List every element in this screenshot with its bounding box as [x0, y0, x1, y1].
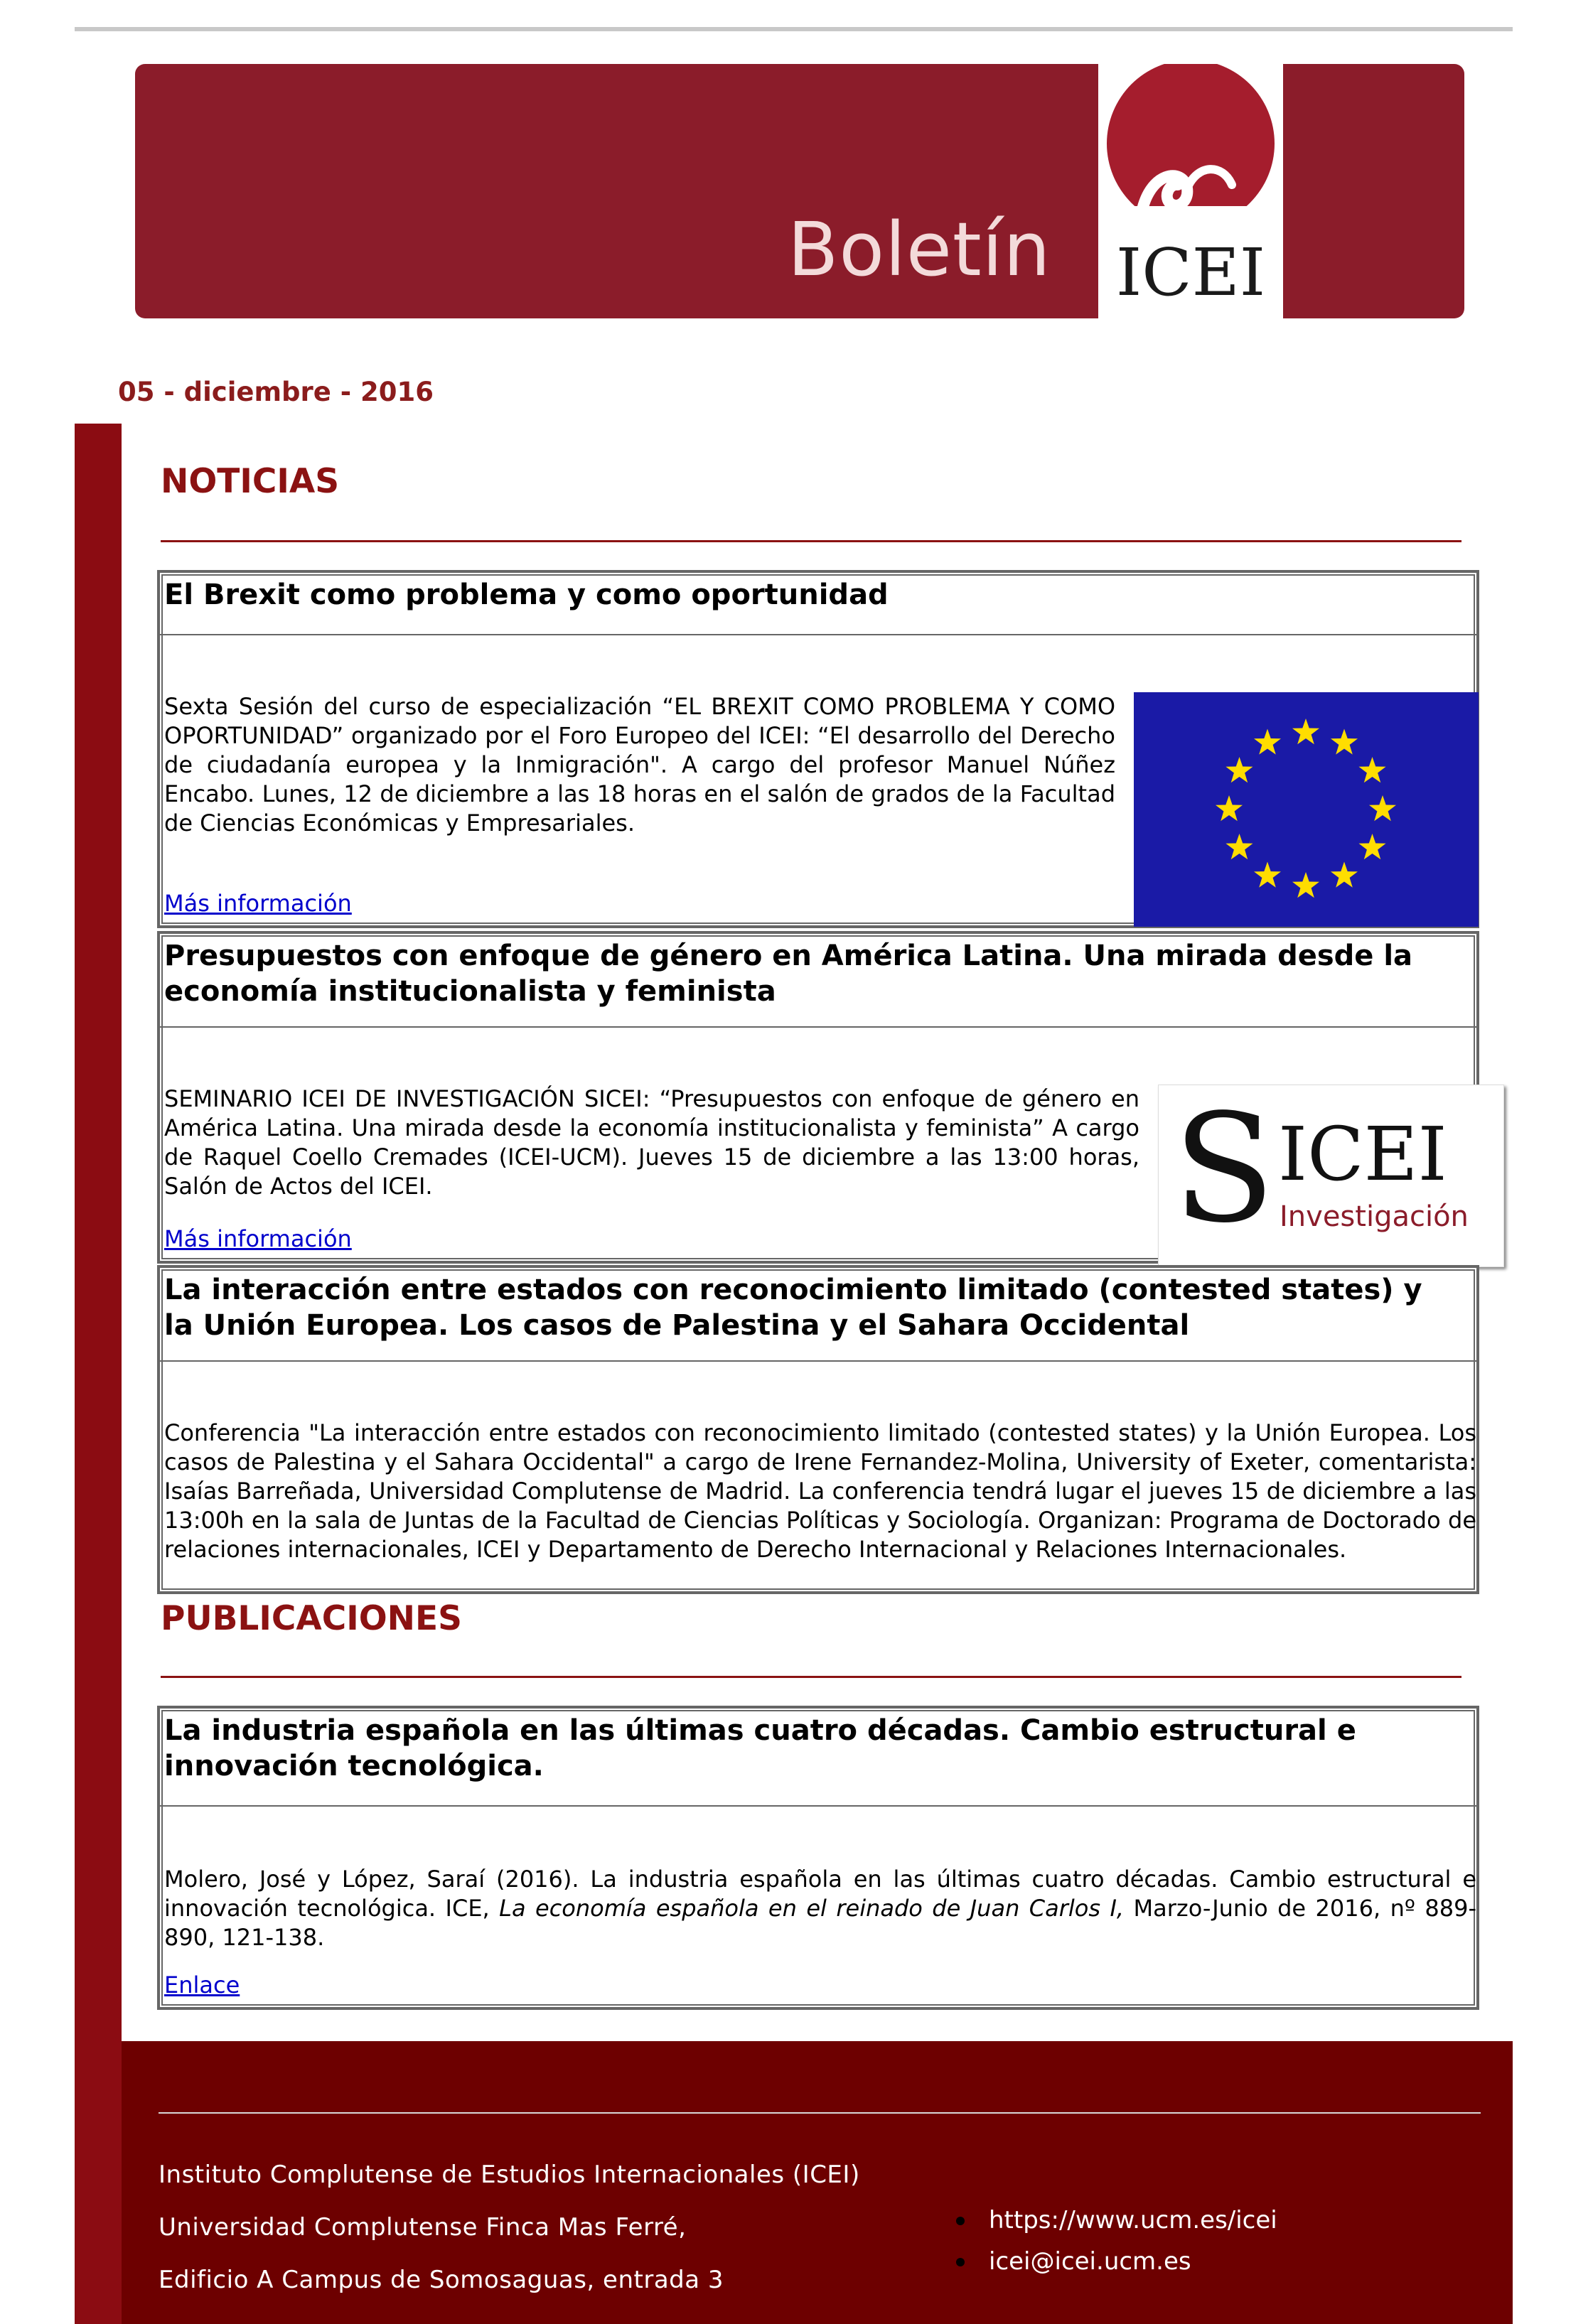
sicei-logo-sub: Investigación [1280, 1200, 1469, 1233]
icei-logo [1098, 64, 1283, 318]
publication-item [157, 1706, 1479, 2010]
section-title-publicaciones: PUBLICACIONES [161, 1599, 462, 1638]
eu-star-icon [1292, 872, 1319, 898]
eu-star-icon [1369, 795, 1396, 821]
footer-address-1: Universidad Complutense Finca Mas Ferré, [159, 2213, 687, 2242]
news-text: Sexta Sesión del curso de especialización “EL BREXIT COMO PROBLEMA Y COMO OPORTUNIDAD” organizado por el Foro Europeo del ICEI: “El desarrollo del Derecho de ciudadanía europea y la Inmigración". A cargo del profesor Manuel Núñez Encabo. Lunes, 12 de diciembre a las 18 horas en el salón de grados de la Facultad de Ciencias Económicas y Empresariales. [164, 693, 1115, 836]
sicei-logo-image [1158, 1082, 1504, 1267]
footer-address-2: Edificio A Campus de Somosaguas, entrada 3 [159, 2266, 724, 2294]
eu-flag-image [1134, 692, 1479, 927]
publication-title: La industria española en las últimas cuatro décadas. Cambio estructural e innovación tecnológica. [164, 1714, 1356, 1782]
eu-star-icon [1331, 729, 1358, 755]
news-title: El Brexit como problema y como oportunidad [164, 579, 889, 611]
eu-star-icon [1216, 795, 1243, 821]
eu-star-icon [1359, 757, 1386, 782]
news-title: Presupuestos con enfoque de género en América Latina. Una mirada desde la economía institucionalista y feminista [164, 940, 1413, 1008]
eu-star-icon [1359, 834, 1386, 859]
banner-title: Boletín [788, 206, 1051, 293]
eu-star-icon [1225, 757, 1253, 782]
publication-source: La economía española en el reinado de Juan Carlos I, [499, 1895, 1125, 1922]
eu-star-icon [1254, 729, 1281, 755]
eu-star-icon [1254, 862, 1281, 888]
news-text: Conferencia "La interacción entre estados con reconocimiento limitado (contested states) y la Unión Europea. Los casos de Palestina y el Sahara Occidental" a cargo de Irene Fernandez-Molina, University of Exeter, comentarista: Isaías Barreñada, Universidad Complutense de Madrid. La conferencia tendrá lugar el jueves 15 de diciembre a las 13:00h en la sala de Juntas de la Facultad de Ciencias Políticas y Sociología. Organizan: Programa de Doctorado de relaciones internacionales, ICEI y Departamento de Derecho Internacional y Relaciones Internacionales. [164, 1419, 1476, 1563]
news-title: La interacción entre estados con reconocimiento limitado (contested states) y la Unión Europea. Los casos de Palestina y el Sahara Occidental [164, 1274, 1422, 1342]
sicei-logo-s: S [1173, 1082, 1275, 1256]
section-divider [161, 1676, 1461, 1678]
section-title-noticias: NOTICIAS [161, 462, 340, 501]
news-item-brexit [157, 570, 1479, 928]
eu-star-icon [1331, 862, 1358, 888]
eu-star-icon [1225, 834, 1253, 859]
publication-link[interactable]: Enlace [164, 1971, 240, 1998]
publication-text: Molero, José y López, Saraí (2016). La industria española en las últimas cuatro décadas. Cambio estructural e innovación tecnológica. ICE, La economía española en el reinado de Juan Carlos I, Marzo-Junio de 2016, nº 889-890, 121-138. [164, 1866, 1476, 1951]
swan-emblem-icon [1098, 64, 1283, 235]
footer-email-link[interactable]: icei@icei.ucm.es [989, 2247, 1191, 2276]
eu-stars-icon [1134, 692, 1479, 927]
sicei-logo-icei: ICEI [1278, 1111, 1447, 1198]
news-item-contested-states [157, 1265, 1479, 1594]
left-accent-bar [75, 424, 122, 2324]
footer-website-link[interactable]: https://www.ucm.es/icei [989, 2206, 1277, 2234]
bulletin-date: 05 - diciembre - 2016 [118, 377, 434, 407]
section-divider [161, 540, 1461, 542]
eu-star-icon [1292, 719, 1319, 744]
news-text: SEMINARIO ICEI DE INVESTIGACIÓN SICEI: “Presupuestos con enfoque de género en América Latina. Una mirada desde la economía institucionalista y feminista” A cargo de Raquel Coello Cremades (ICEI-UCM). Jueves 15 de diciembre a las 13:00 horas, Salón de Actos del ICEI. [164, 1085, 1139, 1200]
more-info-link[interactable]: Más información [164, 1225, 352, 1252]
news-item-presupuestos [157, 931, 1479, 1264]
header-banner [135, 64, 1464, 318]
logo-word: ICEI [1115, 235, 1266, 311]
top-divider [75, 27, 1513, 31]
footer [122, 2041, 1513, 2324]
footer-institute: Instituto Complutense de Estudios Internacionales (ICEI) [159, 2161, 860, 2189]
more-info-link[interactable]: Más información [164, 890, 352, 917]
